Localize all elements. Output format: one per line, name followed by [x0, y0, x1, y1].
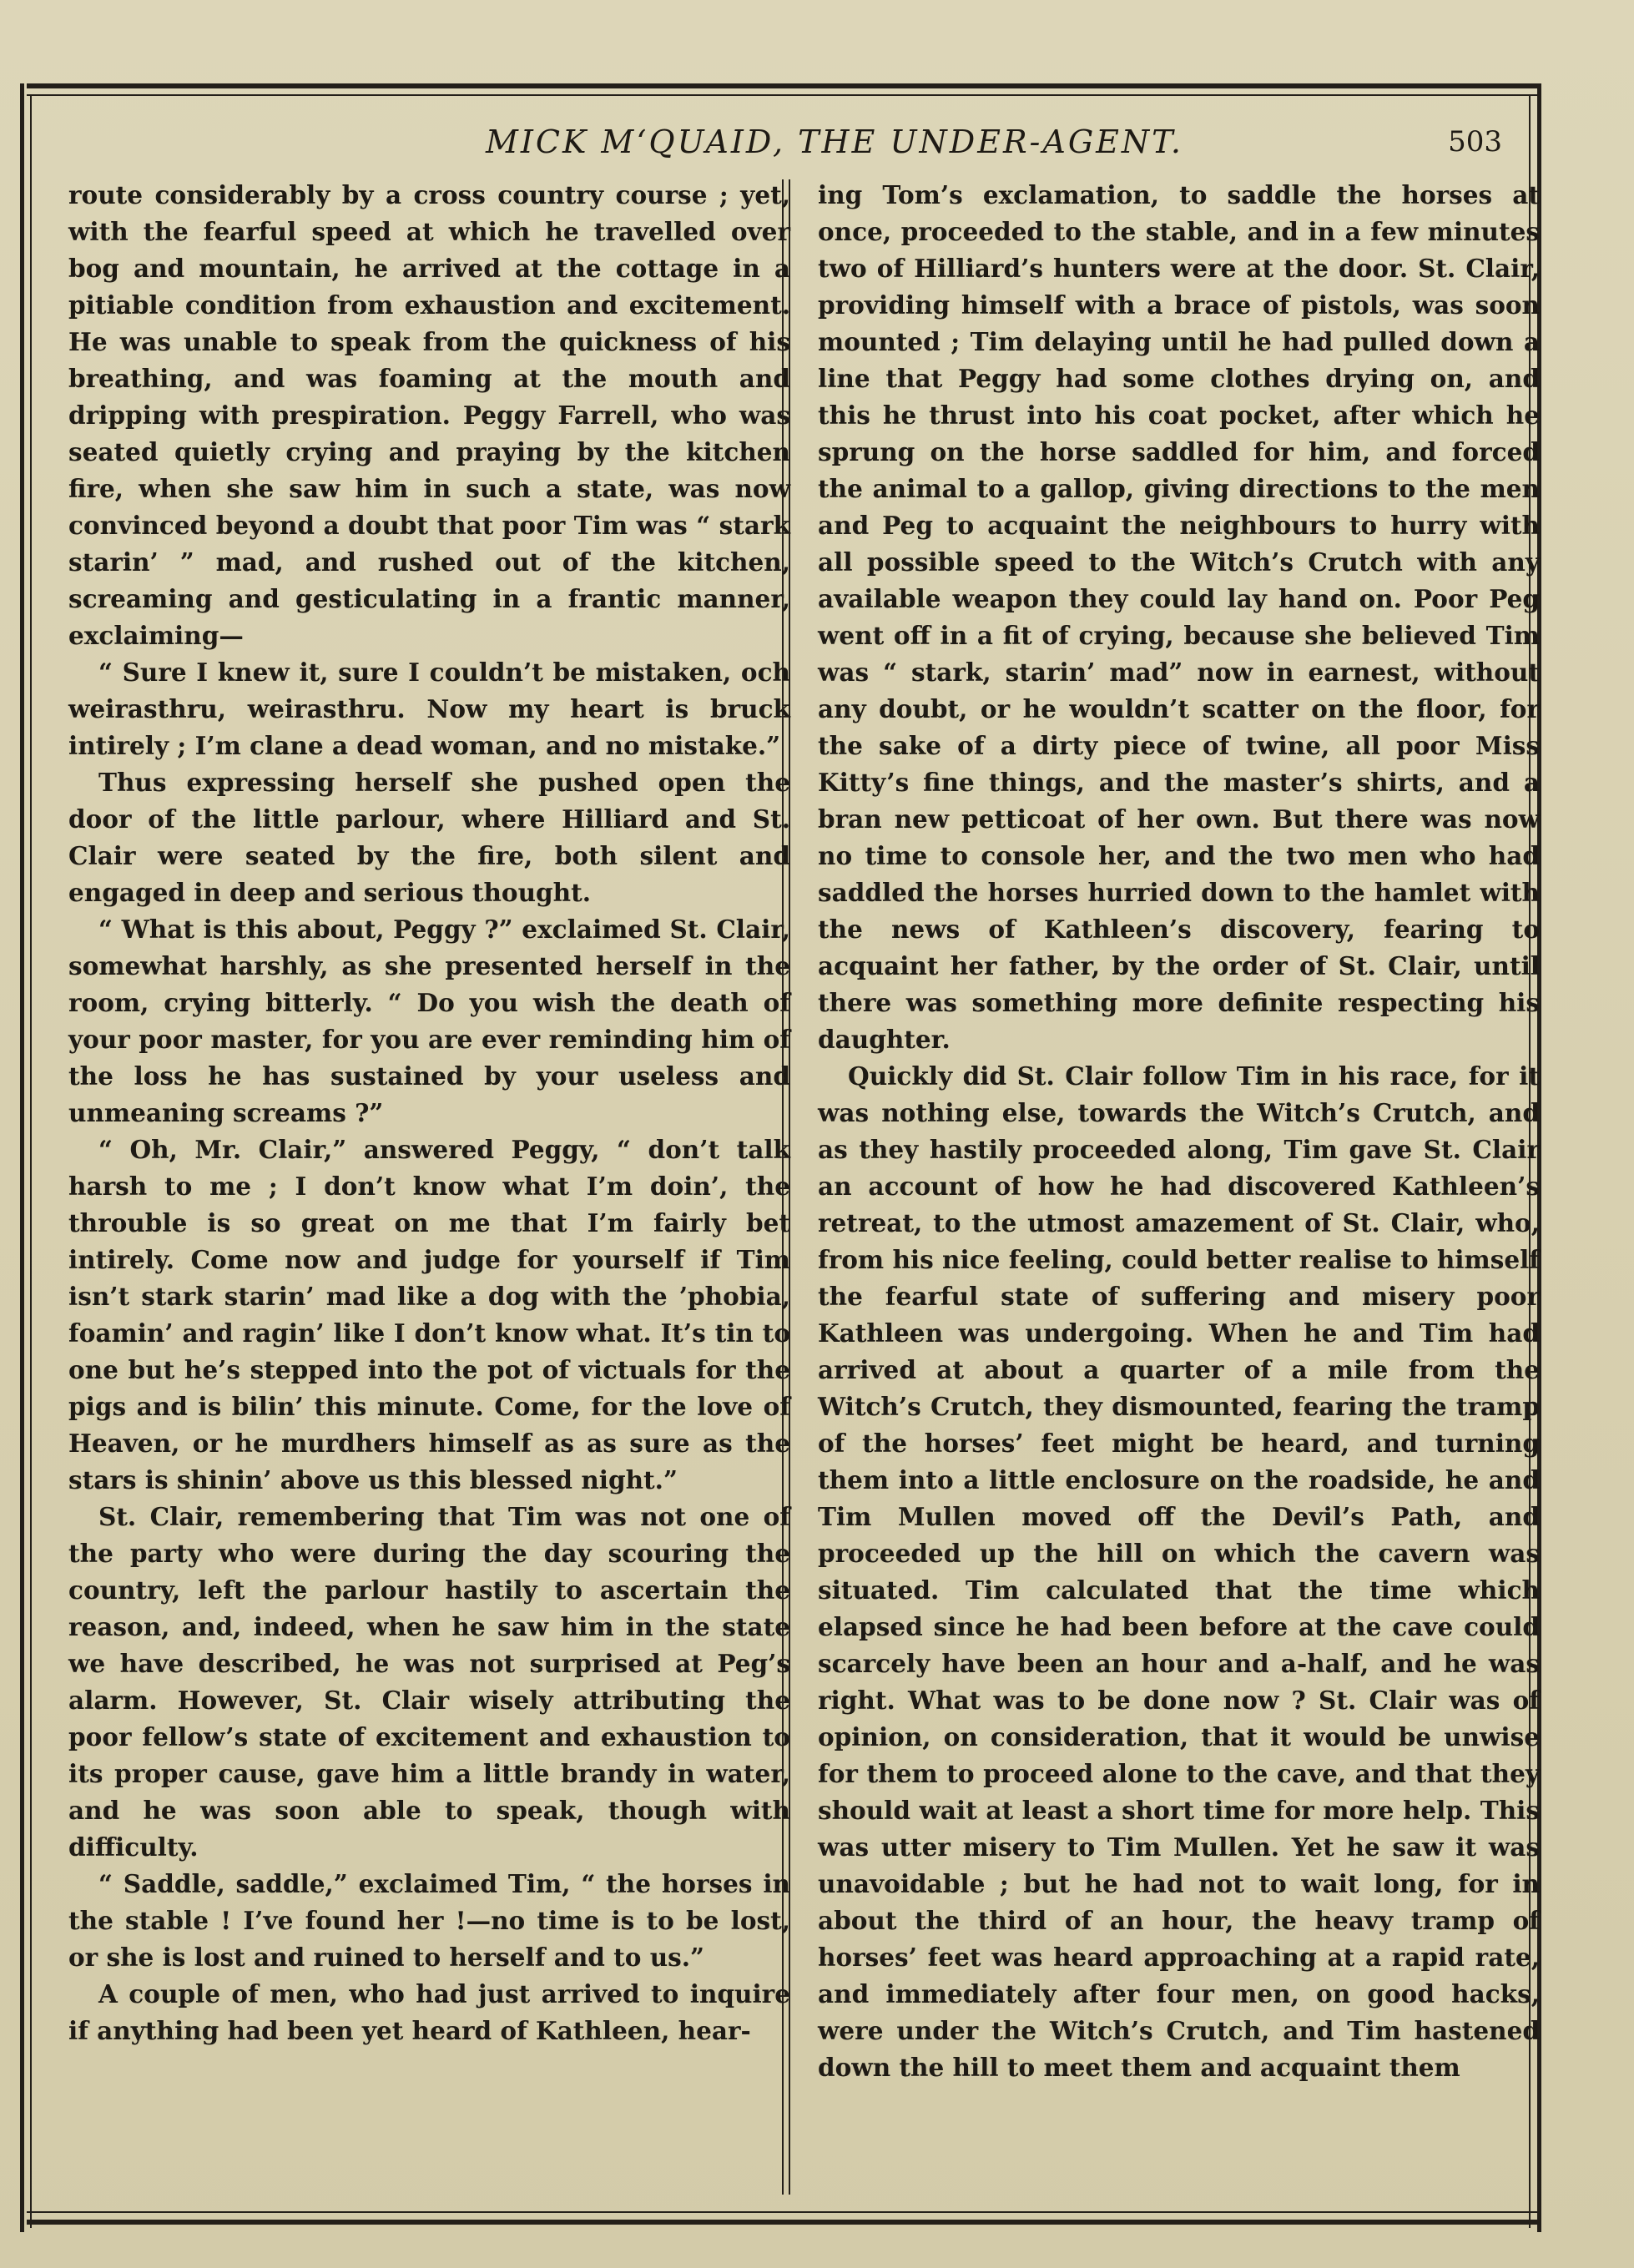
- left-border-outer: [20, 83, 24, 2232]
- top-rule-thick: [27, 83, 1537, 88]
- paragraph: “ What is this about, Peggy ?” exclaimed St. Clair, somewhat harshly, as she presented herself in the room, crying bitterly. “ Do you wish the death of your poor master, for you are ever reminding him of the loss he has sustained by your useless and unmeaning screams ?”: [68, 915, 790, 1127]
- paragraph: St. Clair, remembering that Tim was not one of the party who were during the day scouring the country, left the parlour hastily to ascertain the reason, and, indeed, when he saw him in the state we have described, he was not surprised at Peg’s alarm. However, St. Clair wisely attributing the poor fellow’s state of excitement and exhaustion to its proper cause, gave him a little brandy in water, and he was soon able to speak, though with difficulty.: [68, 1502, 790, 1862]
- paragraph: Thus expressing herself she pushed open the door of the little parlour, where Hilliard and St. Clair were seated by the fire, both silent and engaged in deep and serious thought.: [68, 768, 790, 907]
- paragraph: A couple of men, who had just arrived to inquire if anything had been yet heard of Kathleen, hear-: [68, 1979, 790, 2045]
- paragraph: route considerably by a cross country course ; yet, with the fearful speed at which he travelled over bog and mountain, he arrived at the cottage in a pitiable condition from exhaustion and excitement. He was unable to speak from the quickness of his breathing, and was foaming at the mouth and dripping with prespiration. Peggy Farrell, who was seated quietly crying and praying by the kitchen fire, when she saw him in such a state, was now convinced beyond a doubt that poor Tim was “ stark starin’ ” mad, and rushed out of the kitchen, screaming and gesticulating in a frantic manner, exclaiming—: [68, 180, 790, 650]
- paragraph: “ Oh, Mr. Clair,” answered Peggy, “ don’t talk harsh to me ; I don’t know what I’m doin’, the throuble is so great on me that I’m fairly bet intirely. Come now and judge for yourself if Tim isn’t stark starin’ mad like a dog with the ’phobia, foamin’ and ragin’ like I don’t know what. It’s tin to one but he’s stepped into the pot of victuals for the pigs and is bilin’ this minute. Come, for the love of Heaven, or he murdhers himself as as sure as the stars is shinin’ above us this blessed night.”: [68, 1135, 790, 1494]
- top-rule-thin: [27, 94, 1537, 96]
- paragraph: “ Sure I knew it, sure I couldn’t be mistaken, och weirasthru, weirasthru. Now my heart is bruck intirely ; I’m clane a dead woman, and no mistake.”: [68, 658, 790, 760]
- right-column: [818, 177, 1540, 2086]
- bottom-rule-thick: [27, 2220, 1537, 2225]
- paragraph: ing Tom’s exclamation, to saddle the horses at once, proceeded to the stable, and in a few minutes two of Hilliard’s hunters were at the door. St. Clair, providing himself with a brace of pistols, was soon mounted ; Tim delaying until he had pulled down a line that Peggy had some clothes drying on, and this he thrust into his coat pocket, after which he sprung on the horse saddled for him, and forced the animal to a gallop, giving directions to the men and Peg to acquaint the neighbours to hurry with all possible speed to the Witch’s Crutch with any available weapon they could lay hand on. Poor Peg went off in a fit of crying, because she believed Tim was “ stark, starin’ mad” now in earnest, without any doubt, or he wouldn’t scatter on the floor, for the sake of a dirty piece of twine, all poor Miss Kitty’s fine things, and the master’s shirts, and a bran new petticoat of her own. But there was now no time to console her, and the two men who had saddled the horses hurried down to the hamlet with the news of Kathleen’s discovery, fearing to acquaint her father, by the order of St. Clair, until there was something more definite respecting his daughter.: [818, 180, 1540, 1054]
- running-head-title: MICK M‘QUAID, THE UNDER-AGENT.: [485, 123, 1184, 160]
- bottom-rule-thin: [27, 2211, 1537, 2213]
- paragraph: “ Saddle, saddle,” exclaimed Tim, “ the horses in the stable ! I’ve found her !—no time is to be lost, or she is lost and ruined to herself and to us.”: [68, 1869, 790, 1972]
- left-border-inner: [30, 96, 32, 2228]
- left-column: [68, 177, 790, 2049]
- paragraph: Quickly did St. Clair follow Tim in his race, for it was nothing else, towards the Witch’s Crutch, and as they hastily proceeded along, Tim gave St. Clair an account of how he had discovered Kathleen’s retreat, to the utmost amazement of St. Clair, who, from his nice feeling, could better realise to himself the fearful state of suffering and misery poor Kathleen was undergoing. When he and Tim had arrived at about a quarter of a mile from the Witch’s Crutch, they dismounted, fearing the tramp of the horses’ feet might be heard, and turning them into a little enclosure on the roadside, he and Tim Mullen moved off the Devil’s Path, and proceeded up the hill on which the cavern was situated. Tim calculated that the time which elapsed since he had been before at the cave could scarcely have been an hour and a-half, and he was right. What was to be done now ? St. Clair was of opinion, on consideration, that it would be unwise for them to proceed alone to the cave, and that they should wait at least a short time for more help. This was utter misery to Tim Mullen. Yet he saw it was unavoidable ; but he had not to wait long, for in about the third of an hour, the heavy tramp of horses’ feet was heard approaching at a rapid rate, and immediately after four men, on good hacks, were under the Witch’s Crutch, and Tim hastened down the hill to meet them and acquaint them: [818, 1061, 1540, 2082]
- page-number: 503: [1448, 125, 1502, 159]
